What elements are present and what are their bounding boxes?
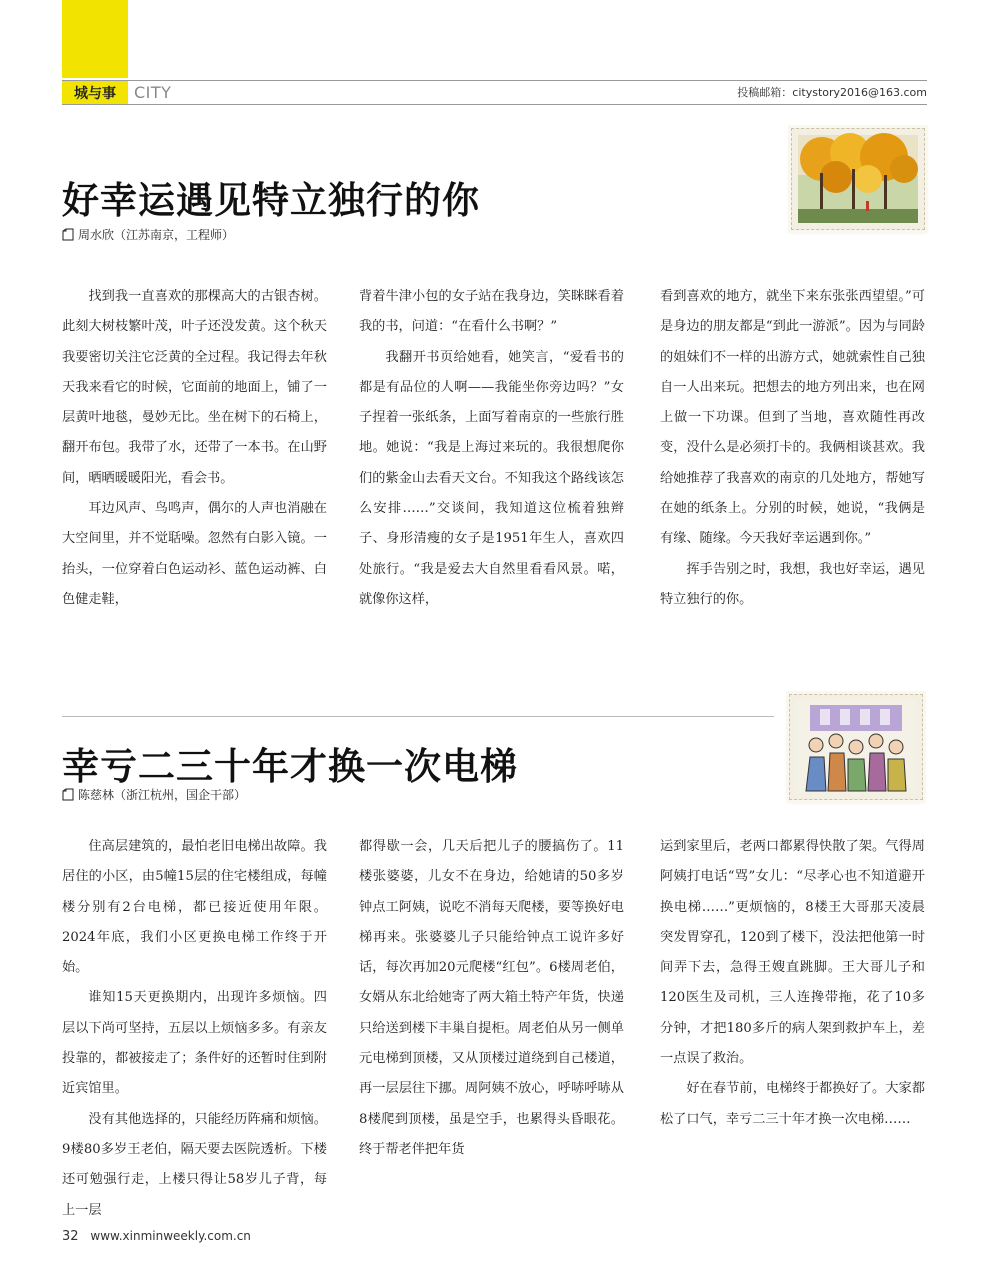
paragraph: 都得歇一会，几天后把儿子的腰搞伤了。11楼张婆婆，儿女不在身边，给她请的50多岁钟点工阿姨，说吃不消每天爬楼，要等换好电梯再来。张婆婆儿子只能给钟点工说许多好话，每次再加20元爬楼“红包”。6楼周老伯，女婿从东北给她寄了两大箱土特产年货，快递只给送到楼下丰巢自提柜。周老伯从另一侧单元电梯到顶楼，又从顶楼过道绕到自己楼道，再一层层往下挪。周阿姨不放心，呼哧呼哧从8楼爬到顶楼，虽是空手，也累得头昏眼花。终于帮老伴把年货 bbox=[359, 839, 624, 1157]
article1-column-3 bbox=[660, 282, 925, 615]
article2-column-1 bbox=[62, 832, 327, 1226]
pen-icon bbox=[62, 228, 74, 241]
article2-stamp-cartoon bbox=[789, 694, 923, 800]
website-link[interactable]: www.xinminweekly.com.cn bbox=[90, 1229, 251, 1243]
article1-title: 好幸运遇见特立独行的你 bbox=[62, 178, 480, 222]
article1-column-2 bbox=[359, 282, 624, 615]
header-color-block bbox=[62, 0, 128, 78]
article2-column-3 bbox=[660, 832, 925, 1135]
pen-icon bbox=[62, 788, 74, 801]
paragraph: 挥手告别之时，我想，我也好幸运，遇见特立独行的你。 bbox=[660, 561, 925, 607]
article-divider bbox=[62, 716, 774, 717]
section-tag: 城与事 bbox=[62, 81, 128, 104]
paragraph: 背着牛津小包的女子站在我身边，笑眯眯看着我的书，问道：“在看什么书啊？” bbox=[359, 289, 624, 335]
article1-author: 周水欣（江苏南京，工程师） bbox=[78, 228, 235, 242]
article2-title: 幸亏二三十年才换一次电梯 bbox=[62, 744, 518, 788]
paragraph: 运到家里后，老两口都累得快散了架。气得周阿姨打电话“骂”女儿：“尽孝心也不知道避开换电梯……”更烦恼的，8楼王大哥那天凌晨突发胃穿孔，120到了楼下，没法把他第一时间弄下去，急得王嫂直跳脚。王大哥儿子和120医生及司机，三人连搀带拖，花了10多分钟，才把180多斤的病人架到救护车上，差一点误了救治。 bbox=[660, 839, 925, 1067]
paragraph: 找到我一直喜欢的那棵高大的古银杏树。此刻大树枝繁叶茂，叶子还没发黄。这个秋天我要密切关注它泛黄的全过程。我记得去年秋天我来看它的时候，它面前的地面上，铺了一层黄叶地毯，曼妙无比。坐在树下的石椅上，翻开布包。我带了水，还带了一本书。在山野间，晒晒暖暖阳光，看会书。 bbox=[62, 289, 327, 486]
paragraph: 耳边风声、鸟鸣声，偶尔的人声也消融在大空间里，并不觉聒噪。忽然有白影入镜。一抬头，一位穿着白色运动衫、蓝色运动裤、白色健走鞋， bbox=[62, 501, 327, 607]
paragraph: 谁知15天更换期内，出现许多烦恼。四层以下尚可坚持，五层以上烦恼多多。有亲友投靠的，都被接走了；条件好的还暂时住到附近宾馆里。 bbox=[62, 990, 327, 1097]
article2-byline bbox=[62, 786, 246, 803]
article1-stamp-photo bbox=[791, 128, 925, 230]
section-en-label: CITY bbox=[134, 83, 172, 102]
contact-email: 投稿邮箱：citystory2016@163.com bbox=[737, 86, 927, 99]
paragraph: 看到喜欢的地方，就坐下来东张张西望望。”可是身边的朋友都是“到此一游派”。因为与同龄的姐妹们不一样的出游方式，她就索性自己独自一人出来玩。把想去的地方列出来，也在网上做一下功课。但到了当地，喜欢随性再改变，没什么是必须打卡的。我俩相谈甚欢。我给她推荐了我喜欢的南京的几处地方，帮她写在她的纸条上。分别的时候，她说，“我俩是有缘、随缘。今天我好幸运遇到你。” bbox=[660, 289, 925, 547]
article2-author: 陈慈林（浙江杭州，国企干部） bbox=[78, 788, 247, 802]
paragraph: 住高层建筑的，最怕老旧电梯出故障。我居住的小区，由5幢15层的住宅楼组成，每幢楼分别有2台电梯，都已接近使用年限。2024年底，我们小区更换电梯工作终于开始。 bbox=[62, 839, 327, 976]
paragraph: 我翻开书页给她看，她笑言，“爱看书的都是有品位的人啊——我能坐你旁边吗？”女子捏着一张纸条，上面写着南京的一些旅行胜地。她说：“我是上海过来玩的。我很想爬你们的紫金山去看天文台。不知我这个路线该怎么安排……”交谈间，我知道这位梳着独辫子、身形清瘦的女子是1951年生人，喜欢四处旅行。“我是爱去大自然里看看风景。喏，就像你这样， bbox=[359, 349, 624, 607]
ginkgo-park-photo-icon bbox=[792, 129, 924, 229]
page-footer bbox=[62, 1229, 251, 1244]
page-number: 32 bbox=[62, 1229, 79, 1244]
paragraph: 没有其他选择的，只能经历阵痛和烦恼。9楼80多岁王老伯，隔天要去医院透析。下楼还可勉强行走，上楼只得让58岁儿子背，每上一层 bbox=[62, 1111, 327, 1218]
article1-column-1 bbox=[62, 282, 327, 615]
paragraph: 好在春节前，电梯终于都换好了。大家都松了口气，幸亏二三十年才换一次电梯…… bbox=[660, 1081, 925, 1127]
article2-column-2 bbox=[359, 832, 624, 1165]
article1-byline bbox=[62, 226, 234, 243]
header-bottom-rule bbox=[62, 104, 927, 105]
elevator-crowd-cartoon-icon bbox=[790, 695, 922, 799]
